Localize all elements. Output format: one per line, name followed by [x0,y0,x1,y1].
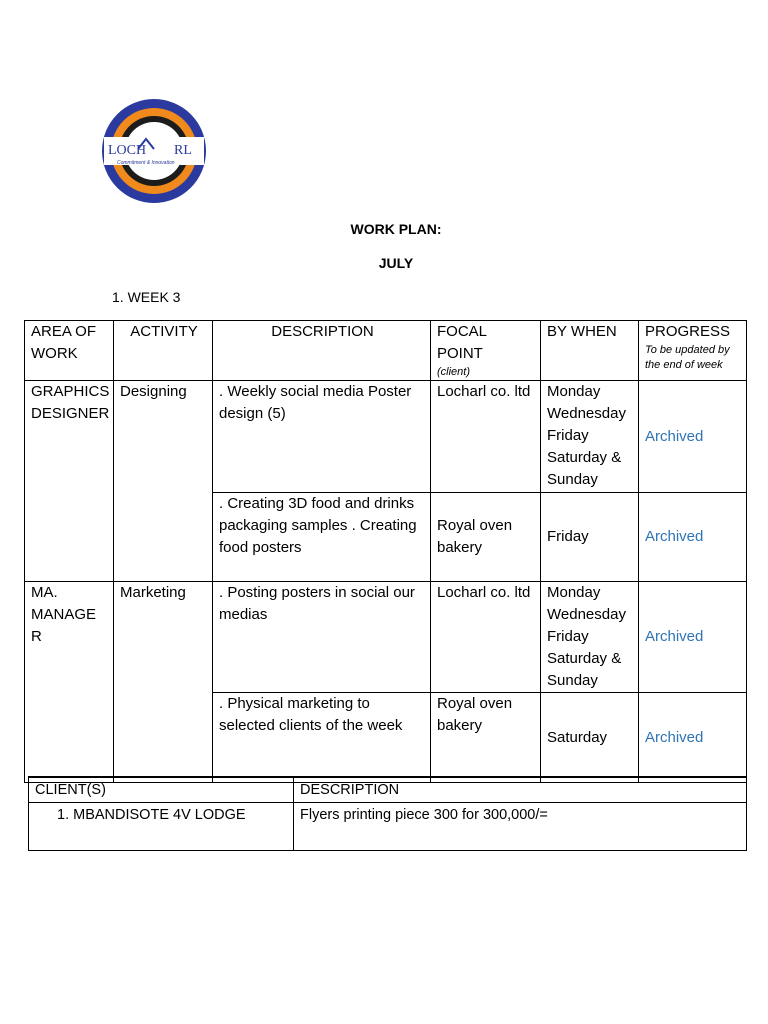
description-cell: . Creating 3D food and drinks packaging samples . Creating food posters [213,493,431,582]
when-cell: Monday Wednesday Friday Saturday & Sunday [541,381,639,493]
focal-cell: Locharl co. ltd [431,381,541,493]
table-row [25,582,747,693]
work-plan-table [24,320,747,783]
focal-cell: Locharl co. ltd [431,582,541,693]
activity-cell: Marketing [114,582,213,783]
focal-cell: Royal oven bakery [431,493,541,582]
svg-text:LOCH: LOCH [108,143,147,158]
header-focal-point [431,321,541,381]
month-heading: JULY [378,255,414,271]
table-row [29,803,747,851]
header-area: AREA OF WORK [25,321,114,381]
description-cell: . Posting posters in social our medias [213,582,431,693]
header-description: DESCRIPTION [213,321,431,381]
progress-cell: Archived [639,582,747,693]
header-activity: ACTIVITY [114,321,213,381]
svg-text:RL: RL [174,143,192,158]
clients-header-row [29,777,747,803]
progress-cell: Archived [639,693,747,783]
header-progress-sub: To be updated by the end of week [645,344,730,371]
clients-table [28,776,747,851]
activity-cell: Designing [114,381,213,582]
document-title: WORK PLAN: [350,221,442,237]
progress-cell: Archived [639,381,747,493]
header-clients: CLIENT(S) [29,777,294,803]
header-focal-sub: (client) [437,366,471,378]
client-name-cell: 1. MBANDISOTE 4V LODGE [29,803,294,851]
week-heading: 1. WEEK 3 [112,289,181,305]
header-by-when: BY WHEN [541,321,639,381]
when-cell: Saturday [541,693,639,783]
when-cell: Friday [541,493,639,582]
header-progress-label: PROGRESS [645,323,731,340]
description-cell: . Physical marketing to selected clients of the week [213,693,431,783]
when-cell: Monday Wednesday Friday Saturday & Sunday [541,582,639,693]
header-focal-label: FOCAL POINT [437,323,487,362]
table-header-row [25,321,747,381]
header-progress [639,321,747,381]
progress-cell: Archived [639,493,747,582]
client-description-cell: Flyers printing piece 300 for 300,000/= [294,803,747,851]
focal-cell: Royal oven bakery [431,693,541,783]
svg-text:Commitment & Innovation: Commitment & Innovation [117,160,175,166]
table-row [25,381,747,493]
header-client-description: DESCRIPTION [294,777,747,803]
description-cell: . Weekly social media Poster design (5) [213,381,431,493]
area-cell: MA. MANAGE R [25,582,114,783]
area-cell: GRAPHICS DESIGNER [25,381,114,582]
company-logo [98,93,210,209]
